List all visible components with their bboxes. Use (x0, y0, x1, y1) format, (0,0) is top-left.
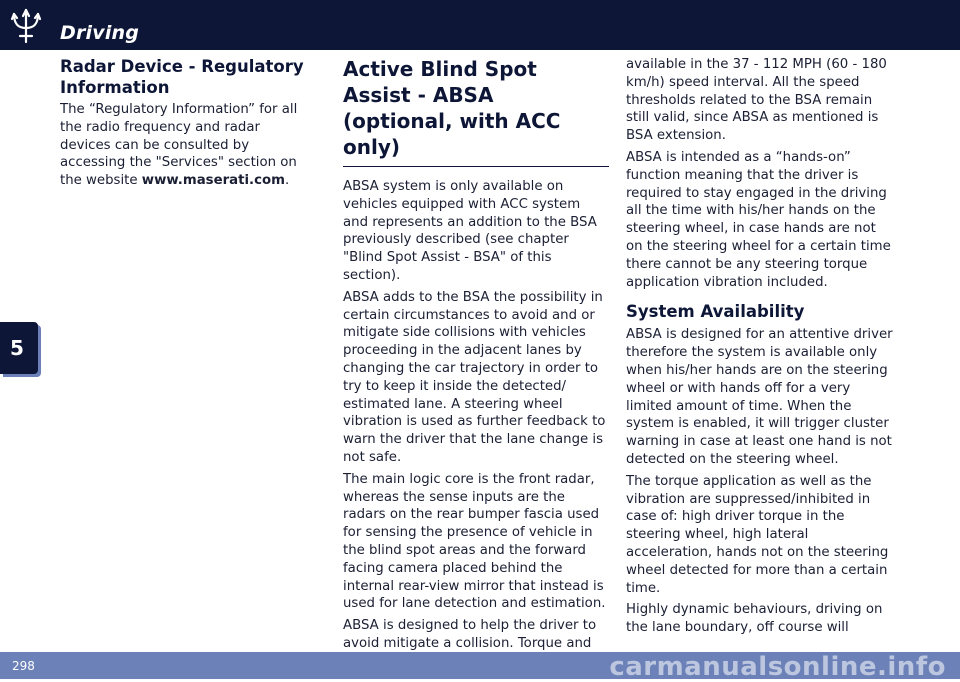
watermark: carmanualsonline.info (609, 652, 946, 682)
chapter-number: 5 (10, 336, 24, 360)
column-left (60, 56, 312, 190)
absa-paragraph: ABSA system is only available on vehicles equipped with ACC system and represents an addition to the BSA previously described (see chapter "Blind Spot Assist - BSA" of this section). (343, 179, 597, 283)
availability-paragraph: The torque application as well as the vibration are suppressed/inhibited in case of: high driver torque in the steering wheel, high lateral acceleration, hands not on the steering wheel detected for more than a certain time. (626, 473, 889, 596)
absa-paragraph: The main logic core is the front radar, whereas the sense inputs are the radars on the rear bumper fascia used for sensing the presence of vehicle in the blind spot areas and the forward facing camera placed behind the internal rear-view mirror that instead is used for lane detection and estimation. (343, 471, 606, 612)
system-availability-heading: System Availability (626, 302, 805, 322)
page-footer (0, 652, 960, 682)
column-middle (343, 56, 609, 671)
column-right (626, 56, 894, 637)
radar-text-end: . (284, 173, 290, 189)
availability-paragraph: Highly dynamic behaviours, driving on the lane boundary, off course will (626, 602, 883, 636)
radar-paragraph (60, 101, 312, 190)
absa-heading: Active Blind Spot Assist - ABSA (optional, with ACC only) (343, 56, 609, 167)
absa-paragraph: available in the 37 - 112 MPH (60 - 180 km/h) speed interval. All the speed thresholds related to the BSA remain still valid, since ABSA as mentioned is BSA extension. (626, 57, 887, 144)
maserati-link[interactable]: www.maserati.com (141, 173, 285, 189)
page-number: 298 (12, 659, 35, 673)
trident-logo-icon (6, 6, 46, 46)
absa-paragraph: ABSA adds to the BSA the possibility in certain circumstances to avoid and or mitigate side collisions with vehicles proceeding in the adjacent lanes by changing the car trajectory in order to try to keep it inside the detected/ estimated lane. A steering wheel vibration is used as further feedback to warn the driver that the lane change is not safe. (343, 289, 606, 465)
radar-text: The “Regulatory Information” for all the radio frequency and radar devices can be consulted by accessing the "Services" section on the website (60, 102, 298, 189)
absa-paragraph: ABSA is intended as a “hands-on” function meaning that the driver is required to stay engaged in the driving all the time with his/her hands on the steering wheel, in case hands are not on the steering wheel for a certain time there cannot be any steering torque application vibration included. (626, 149, 891, 290)
chapter-tab[interactable] (0, 322, 38, 374)
absa-paragraph: ABSA is designed to help the driver to avoid mitigate a collision. Torque and (343, 618, 597, 651)
radar-heading: Radar Device - Regulatory Information (60, 57, 304, 97)
section-title: Driving (60, 22, 140, 44)
availability-paragraph: ABSA is designed for an attentive driver therefore the system is available only when his/her hands are on the steering wheel or with hands off for a very limited amount of time. When the system is enabled, it will trigger cluster warning in case at least one hand is not detected on the steering wheel. (626, 327, 893, 467)
page-header (0, 0, 960, 50)
